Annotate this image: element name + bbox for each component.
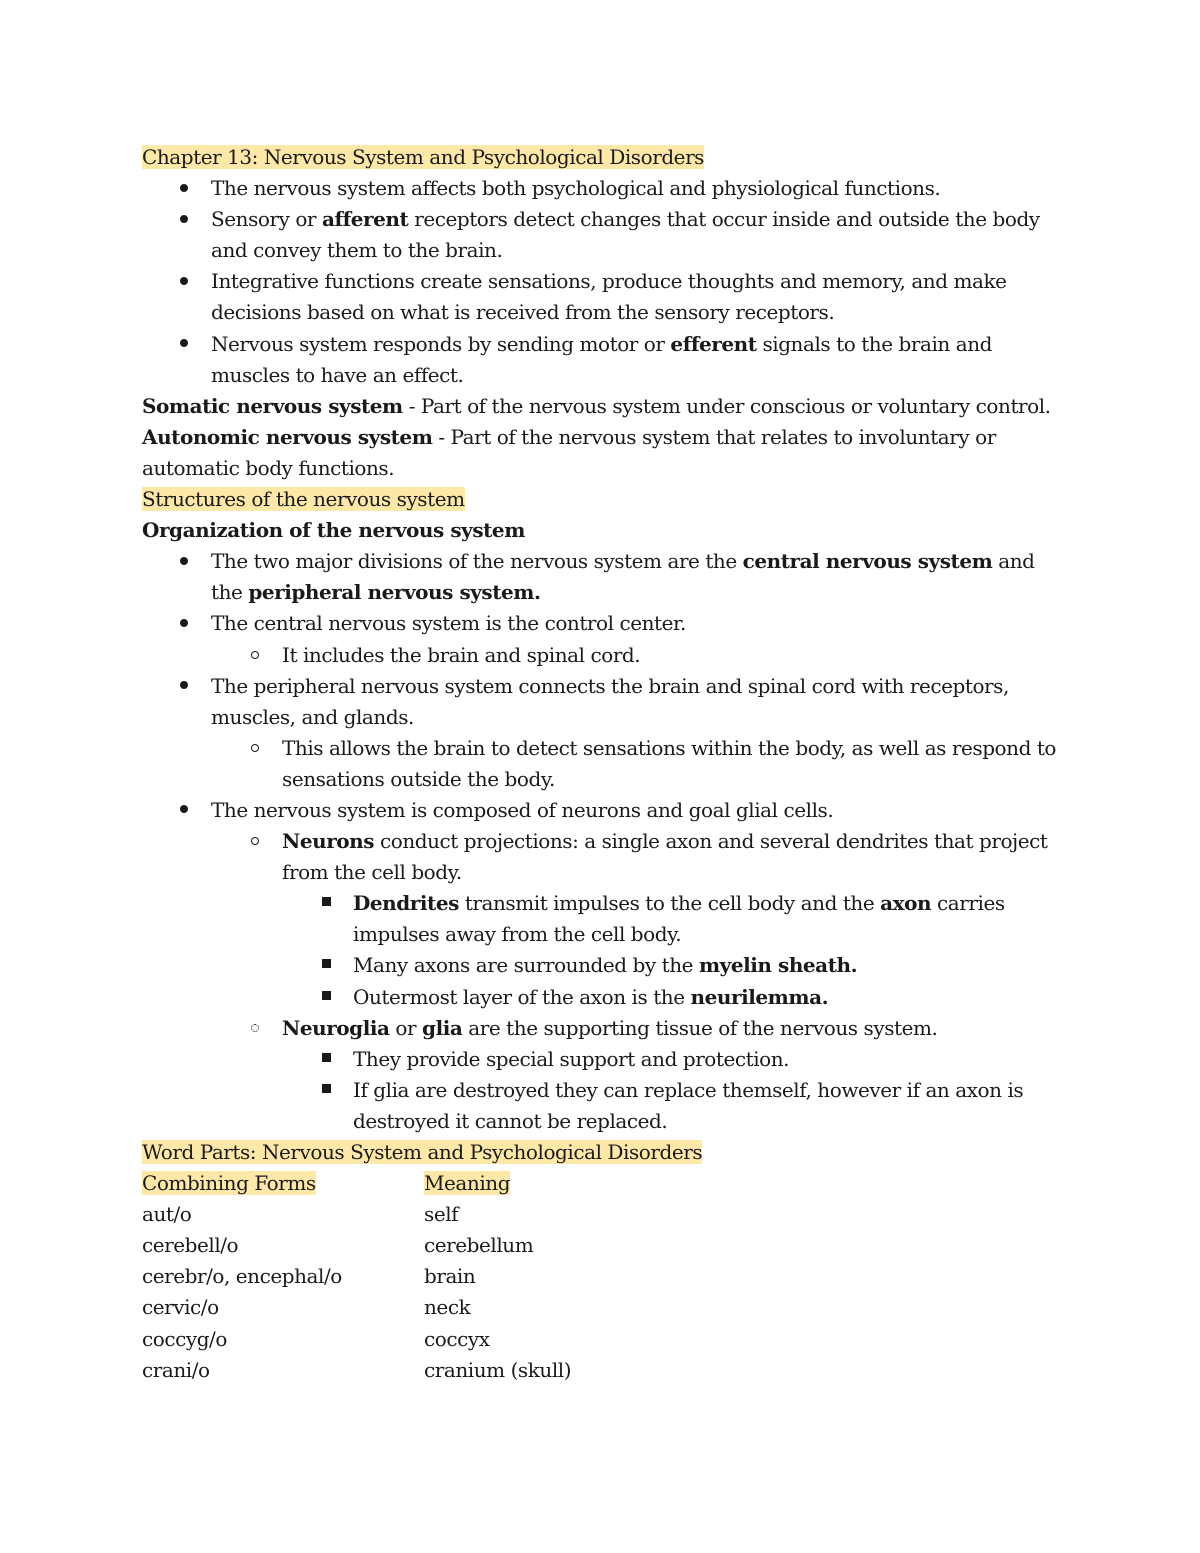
chapter-heading-text: Chapter 13: Nervous System and Psychological Disorders [142, 145, 704, 169]
col-header-meaning: Meaning [424, 1171, 511, 1196]
word-parts-heading: Word Parts: Nervous System and Psychological Disorders [142, 1140, 703, 1164]
square-bullet-icon [316, 1075, 336, 1106]
intro-bullet-3: Integrative functions create sensations, produce thoughts and memory, and make decisions based on what is received from the sensory receptors. [142, 266, 1062, 328]
bullet-icon [174, 204, 194, 235]
organization-list [142, 546, 1062, 1137]
org-subsub-dendrites: Dendrites transmit impulses to the cell body and the axon carries impulses away from the cell body. [142, 888, 1062, 950]
bullet-icon [174, 329, 194, 360]
org-subbullet-2a: It includes the brain and spinal cord. [142, 640, 1062, 671]
bullet-icon [174, 546, 194, 577]
org-bullet-3: The peripheral nervous system connects the brain and spinal cord with receptors, muscles, and glands. [142, 671, 1062, 733]
intro-bullet-1: The nervous system affects both psychological and physiological functions. [142, 173, 1062, 204]
org-subsub-myelin: Many axons are surrounded by the myelin sheath. [142, 950, 1062, 981]
document-page [142, 142, 1062, 1386]
org-bullet-2: The central nervous system is the control center. [142, 608, 1062, 639]
org-subbullet-3a: This allows the brain to detect sensations within the body, as well as respond to sensations outside the body. [142, 733, 1062, 795]
chapter-heading [142, 142, 1062, 173]
bullet-icon [174, 173, 194, 204]
circle-bullet-icon [245, 640, 265, 671]
col-header-combining-forms: Combining Forms [142, 1171, 316, 1196]
org-subsub-neurilemma: Outermost layer of the axon is the neurilemma. [142, 982, 1062, 1013]
organization-heading: Organization of the nervous system [142, 518, 525, 543]
bullet-icon [174, 608, 194, 639]
square-bullet-icon [316, 950, 336, 981]
intro-bullet-4: Nervous system responds by sending motor or efferent signals to the brain and muscles to have an effect. [142, 329, 1062, 391]
bullet-icon [174, 266, 194, 297]
circle-bullet-icon [245, 1013, 265, 1044]
intro-list [142, 173, 1062, 391]
org-bullet-1: The two major divisions of the nervous system are the central nervous system and the peripheral nervous system. [142, 546, 1062, 608]
structures-heading: Structures of the nervous system [142, 487, 465, 512]
table-row: cervic/o neck [142, 1295, 471, 1320]
table-row: cerebr/o, encephal/o brain [142, 1264, 476, 1289]
word-parts-table [142, 1168, 1062, 1386]
square-bullet-icon [316, 1044, 336, 1075]
table-row: crani/o cranium (skull) [142, 1357, 572, 1382]
bullet-icon [174, 671, 194, 702]
org-bullet-4: The nervous system is composed of neurons and goal glial cells. [142, 795, 1062, 826]
org-subsub-support: They provide special support and protection. [142, 1044, 1062, 1075]
square-bullet-icon [316, 982, 336, 1013]
square-bullet-icon [316, 888, 336, 919]
org-subsub-replace: If glia are destroyed they can replace themself, however if an axon is destroyed it cannot be replaced. [142, 1075, 1062, 1137]
table-row: aut/o self [142, 1202, 459, 1227]
org-subbullet-neuroglia: Neuroglia or glia are the supporting tissue of the nervous system. [142, 1013, 1062, 1044]
table-row: cerebell/o cerebellum [142, 1233, 534, 1258]
circle-bullet-icon [245, 826, 265, 857]
org-subbullet-neurons: Neurons conduct projections: a single axon and several dendrites that project from the cell body. [142, 826, 1062, 888]
somatic-definition: Somatic nervous system - Part of the nervous system under conscious or voluntary control. [142, 393, 1051, 418]
bullet-icon [174, 795, 194, 826]
autonomic-definition: Autonomic nervous system - Part of the nervous system that relates to involuntary or automatic body functions. [142, 424, 996, 480]
circle-bullet-icon [245, 733, 265, 764]
table-row: coccyg/o coccyx [142, 1326, 490, 1351]
intro-bullet-2: Sensory or afferent receptors detect changes that occur inside and outside the body and convey them to the brain. [142, 204, 1062, 266]
word-parts-header-row [142, 1168, 1062, 1199]
